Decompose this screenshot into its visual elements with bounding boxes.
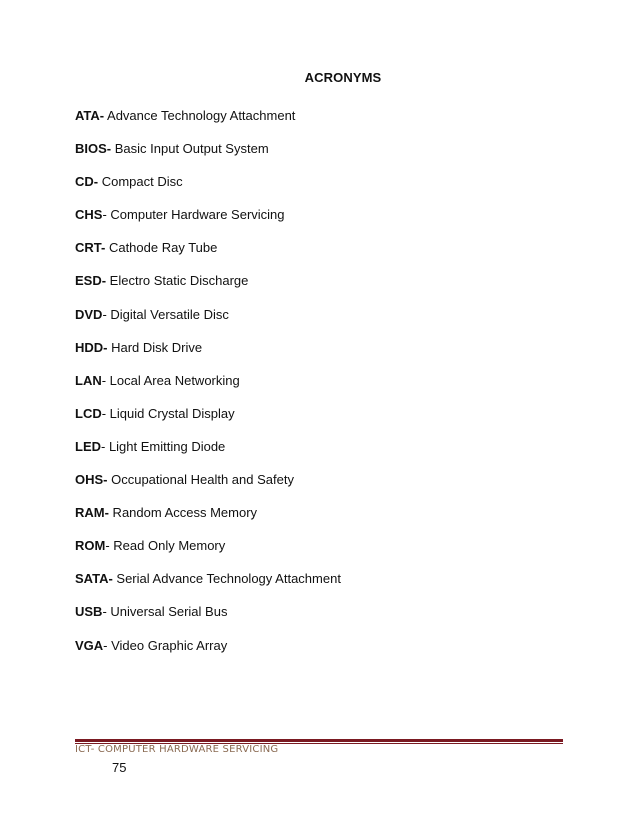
acronym-meaning: Serial Advance Technology Attachment <box>112 571 341 587</box>
acronym-entry <box>75 340 341 373</box>
acronym-meaning: Random Access Memory <box>108 505 258 521</box>
acronym-entry <box>75 273 341 306</box>
acronym-meaning: - Video Graphic Array <box>103 637 228 653</box>
acronym-meaning: - Liquid Crystal Display <box>101 405 235 421</box>
acronym-entry <box>75 571 341 604</box>
acronym-entry <box>75 604 341 637</box>
acronym-meaning: Cathode Ray Tube <box>105 240 218 256</box>
acronym-entry <box>75 207 341 240</box>
acronym-meaning: - Universal Serial Bus <box>102 604 228 620</box>
acronym-abbreviation: LED <box>75 438 101 454</box>
footer-rule <box>75 739 563 742</box>
acronym-abbreviation: SATA- <box>75 571 113 587</box>
acronym-meaning: Compact Disc <box>98 174 183 190</box>
acronym-abbreviation: CHS <box>75 207 103 223</box>
acronym-abbreviation: ESD- <box>75 273 107 289</box>
acronym-entry <box>75 439 341 472</box>
acronym-meaning: Basic Input Output System <box>111 141 269 157</box>
acronym-abbreviation: BIOS- <box>75 141 112 157</box>
acronym-entry <box>75 406 341 439</box>
acronym-abbreviation: ROM <box>75 538 106 554</box>
acronym-entry <box>75 538 341 571</box>
acronym-meaning: Occupational Health and Safety <box>107 472 294 488</box>
acronym-meaning: Hard Disk Drive <box>107 339 203 355</box>
acronym-meaning: - Local Area Networking <box>101 372 240 388</box>
acronym-abbreviation: ATA- <box>75 108 105 123</box>
acronym-abbreviation: USB <box>75 604 103 620</box>
acronym-meaning: - Light Emitting Diode <box>101 438 226 454</box>
acronym-abbreviation: DVD <box>75 306 103 322</box>
acronym-list <box>75 108 341 671</box>
acronym-abbreviation: RAM- <box>75 505 109 521</box>
footer-title: ICT- COMPUTER HARDWARE SERVICING <box>75 744 279 755</box>
acronym-abbreviation: LAN <box>75 372 102 388</box>
acronym-abbreviation: LCD <box>75 405 102 421</box>
acronym-abbreviation: CRT- <box>75 240 106 256</box>
acronym-entry <box>75 505 341 538</box>
acronym-entry <box>75 240 341 273</box>
acronym-meaning: Electro Static Discharge <box>106 273 249 289</box>
acronym-meaning: - Computer Hardware Servicing <box>102 207 285 223</box>
acronym-abbreviation: OHS- <box>75 472 108 488</box>
acronym-abbreviation: HDD- <box>75 339 108 355</box>
acronym-meaning: - Read Only Memory <box>105 538 226 554</box>
acronym-entry <box>75 108 341 141</box>
acronym-entry <box>75 307 341 340</box>
acronym-entry <box>75 373 341 406</box>
acronym-entry <box>75 141 341 174</box>
acronym-abbreviation: CD- <box>75 174 99 190</box>
acronym-abbreviation: VGA <box>75 637 104 653</box>
acronym-meaning: Advance Technology Attachment <box>104 108 296 123</box>
acronym-entry <box>75 174 341 207</box>
acronym-meaning: - Digital Versatile Disc <box>102 306 229 322</box>
acronym-entry <box>75 638 341 671</box>
page-title: ACRONYMS <box>304 70 382 85</box>
page-number: 75 <box>112 760 127 775</box>
acronym-entry <box>75 472 341 505</box>
